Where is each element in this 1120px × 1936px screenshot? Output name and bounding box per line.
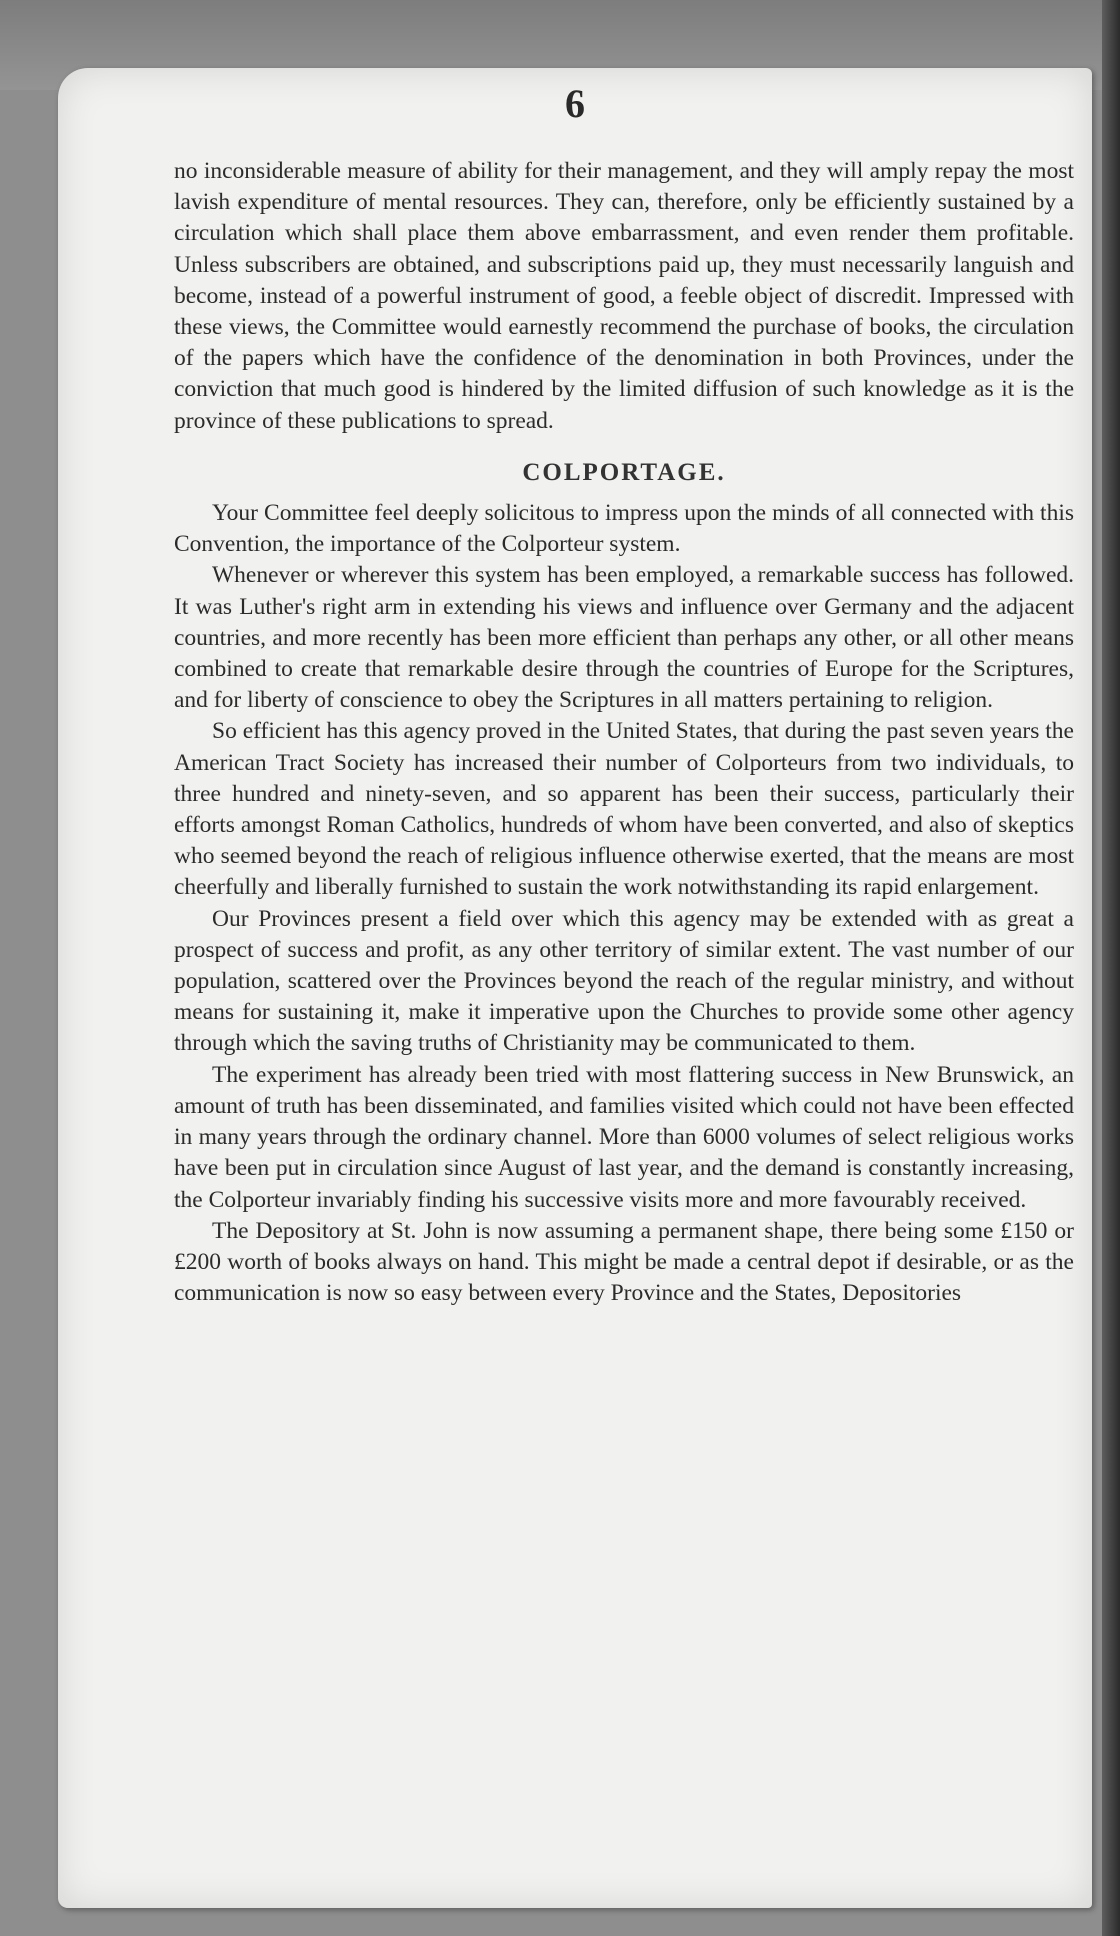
paragraph: Whenever or wherever this system has been employed, a remarkable success has followed. It was Luther's right arm in extending his views and influence over Germany and the adjacent countries, and more recently has been more efficient than perhaps any other, or all other means combined to create that remarkable desire through the countries of Europe for the Scriptures, and for liberty of conscience to obey the Scriptures in all matters pertaining to religion.: [174, 562, 1074, 714]
scan-background-edge: [1102, 0, 1120, 1936]
paragraph: Your Committee feel deeply solicitous to impress upon the minds of all connected with this Convention, the importance of the Colporteur system.: [174, 500, 1074, 558]
section-heading: COLPORTAGE.: [522, 458, 726, 486]
paragraph: Our Provinces present a field over which this agency may be extended with as great a prospect of success and profit, as any other territory of similar extent. The vast number of our population, scattered over the Provinces beyond the reach of the regular ministry, and without means for sustaining it, make it imperative upon the Churches to provide some other agency through which the saving truths of Christianity may be communicated to them.: [174, 905, 1074, 1057]
paragraph: The experiment has already been tried with most flattering success in New Brunswick, an amount of truth has been disseminated, and families visited which could not have been effected in many years through the ordinary channel. More than 6000 volumes of select religious works have been put in circulation since August of last year, and the demand is constantly increasing, the Colporteur invariably finding his successive visits more and more favourably received.: [174, 1061, 1074, 1213]
paragraph: So efficient has this agency proved in the United States, that during the past seven years the American Tract Society has increased their number of Colporteurs from two individuals, to three hundred and ninety-seven, and so apparent has been their success, particularly their efforts amongst Roman Catholics, hundreds of whom have been converted, and also of skeptics who seemed beyond the reach of religious influence otherwise exerted, that the means are most cheerfully and liberally furnished to sustain the work notwithstanding its rapid enlargement.: [174, 718, 1074, 901]
document-page: [58, 68, 1092, 1908]
page-number: 6: [565, 81, 585, 126]
paragraph-continued: no inconsiderable measure of ability for their management, and they will amply repay the most lavish expenditure of mental resources. They can, therefore, only be efficiently sustained by a circulation which shall place them above embarrassment, and even render them profitable. Unless subscribers are obtained, and subscriptions paid up, they must necessarily languish and become, instead of a powerful instrument of good, a feeble object of discredit. Impressed with these views, the Committee would earnestly recommend the purchase of books, the circulation of the papers which have the confidence of the denomination in both Provinces, under the conviction that much good is hindered by the limited diffusion of such knowledge as it is the province of these publications to spread.: [174, 158, 1074, 434]
page-body: [174, 156, 1074, 1309]
paragraph: The Depository at St. John is now assuming a permanent shape, there being some £150 or £200 worth of books always on hand. This might be made a central depot if desirable, or as the communication is now so easy between every Province and the States, Depositories: [174, 1217, 1074, 1307]
